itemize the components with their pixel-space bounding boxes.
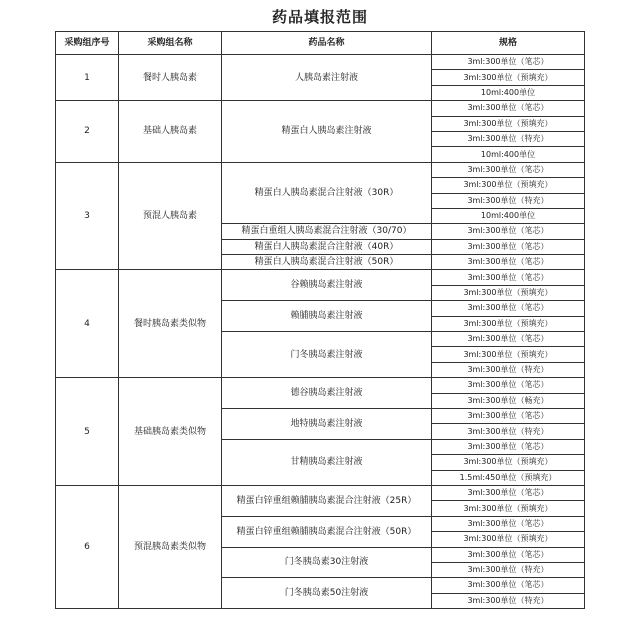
spec: 3ml:300单位（笔芯） bbox=[432, 408, 585, 423]
drug-name: 精蛋白人胰岛素混合注射液（30R） bbox=[222, 162, 432, 224]
spec: 3ml:300单位（笔芯） bbox=[432, 516, 585, 531]
drug-name: 精蛋白锌重组赖脯胰岛素混合注射液（25R） bbox=[222, 485, 432, 516]
spec: 3ml:300单位（预填充） bbox=[432, 501, 585, 516]
header-group-name: 采购组名称 bbox=[119, 32, 222, 55]
spec: 3ml:300单位（预填充） bbox=[432, 316, 585, 331]
spec: 3ml:300单位（预填充） bbox=[432, 532, 585, 547]
drug-name: 精蛋白人胰岛素混合注射液（40R） bbox=[222, 239, 432, 254]
drug-name: 甘精胰岛素注射液 bbox=[222, 439, 432, 485]
group-id: 6 bbox=[56, 485, 119, 608]
spec: 3ml:300单位（笔芯） bbox=[432, 439, 585, 454]
group-name: 预混胰岛素类似物 bbox=[119, 485, 222, 608]
spec: 3ml:300单位（笔芯） bbox=[432, 224, 585, 239]
drug-name: 谷赖胰岛素注射液 bbox=[222, 270, 432, 301]
group-id: 2 bbox=[56, 101, 119, 163]
spec: 3ml:300单位（笔芯） bbox=[432, 101, 585, 116]
spec: 3ml:300单位（特充） bbox=[432, 362, 585, 377]
spec: 3ml:300单位（笔芯） bbox=[432, 578, 585, 593]
spec: 3ml:300单位（预填充） bbox=[432, 285, 585, 300]
page-title: 药品填报范围 bbox=[271, 8, 368, 26]
spec: 10ml:400单位 bbox=[432, 208, 585, 223]
spec: 3ml:300单位（笔芯） bbox=[432, 301, 585, 316]
spec: 3ml:300单位（预填充） bbox=[432, 70, 585, 85]
spec: 3ml:300单位（笔芯） bbox=[432, 239, 585, 254]
spec: 3ml:300单位（特充） bbox=[432, 593, 585, 608]
group-id: 3 bbox=[56, 162, 119, 270]
spec: 3ml:300单位（特充） bbox=[432, 131, 585, 146]
table-row bbox=[56, 270, 585, 285]
spec: 3ml:300单位（预填充） bbox=[432, 178, 585, 193]
table-body bbox=[56, 55, 585, 609]
spec: 1.5ml:450单位（预填充） bbox=[432, 470, 585, 485]
header-row bbox=[56, 32, 585, 55]
spec: 3ml:300单位（特充） bbox=[432, 424, 585, 439]
drug-scope-table bbox=[55, 31, 585, 609]
spec: 3ml:300单位（特充） bbox=[432, 193, 585, 208]
group-name: 基础胰岛素类似物 bbox=[119, 378, 222, 486]
spec: 3ml:300单位（笔芯） bbox=[432, 255, 585, 270]
spec: 3ml:300单位（预填充） bbox=[432, 116, 585, 131]
table-row bbox=[56, 485, 585, 500]
group-name: 餐时人胰岛素 bbox=[119, 55, 222, 101]
spec: 3ml:300单位（笔芯） bbox=[432, 485, 585, 500]
spec: 10ml:400单位 bbox=[432, 147, 585, 162]
drug-name: 精蛋白人胰岛素混合注射液（50R） bbox=[222, 255, 432, 270]
group-id: 5 bbox=[56, 378, 119, 486]
spec: 3ml:300单位（畅充） bbox=[432, 393, 585, 408]
drug-name: 人胰岛素注射液 bbox=[222, 55, 432, 101]
spec: 3ml:300单位（笔芯） bbox=[432, 55, 585, 70]
spec: 3ml:300单位（预填充） bbox=[432, 455, 585, 470]
spec: 3ml:300单位（笔芯） bbox=[432, 332, 585, 347]
drug-name: 德谷胰岛素注射液 bbox=[222, 378, 432, 409]
group-name: 预混人胰岛素 bbox=[119, 162, 222, 270]
spec: 3ml:300单位（笔芯） bbox=[432, 378, 585, 393]
table-row bbox=[56, 101, 585, 116]
header-drug-name: 药品名称 bbox=[222, 32, 432, 55]
drug-name: 门冬胰岛素50注射液 bbox=[222, 578, 432, 609]
header-group-id: 采购组序号 bbox=[56, 32, 119, 55]
drug-name: 门冬胰岛素注射液 bbox=[222, 332, 432, 378]
spec: 3ml:300单位（笔芯） bbox=[432, 270, 585, 285]
group-id: 4 bbox=[56, 270, 119, 378]
drug-name: 地特胰岛素注射液 bbox=[222, 408, 432, 439]
drug-name: 精蛋白重组人胰岛素混合注射液（30/70） bbox=[222, 224, 432, 239]
spec: 3ml:300单位（笔芯） bbox=[432, 162, 585, 177]
spec: 3ml:300单位（笔芯） bbox=[432, 547, 585, 562]
spec: 3ml:300单位（特充） bbox=[432, 562, 585, 577]
drug-name: 门冬胰岛素30注射液 bbox=[222, 547, 432, 578]
group-id: 1 bbox=[56, 55, 119, 101]
table-row bbox=[56, 162, 585, 177]
table-row bbox=[56, 55, 585, 70]
drug-name: 精蛋白锌重组赖脯胰岛素混合注射液（50R） bbox=[222, 516, 432, 547]
spec: 10ml:400单位 bbox=[432, 85, 585, 100]
drug-name: 精蛋白人胰岛素注射液 bbox=[222, 101, 432, 163]
drug-name: 赖脯胰岛素注射液 bbox=[222, 301, 432, 332]
header-spec: 规格 bbox=[432, 32, 585, 55]
group-name: 餐时胰岛素类似物 bbox=[119, 270, 222, 378]
group-name: 基础人胰岛素 bbox=[119, 101, 222, 163]
spec: 3ml:300单位（预填充） bbox=[432, 347, 585, 362]
table-row bbox=[56, 378, 585, 393]
